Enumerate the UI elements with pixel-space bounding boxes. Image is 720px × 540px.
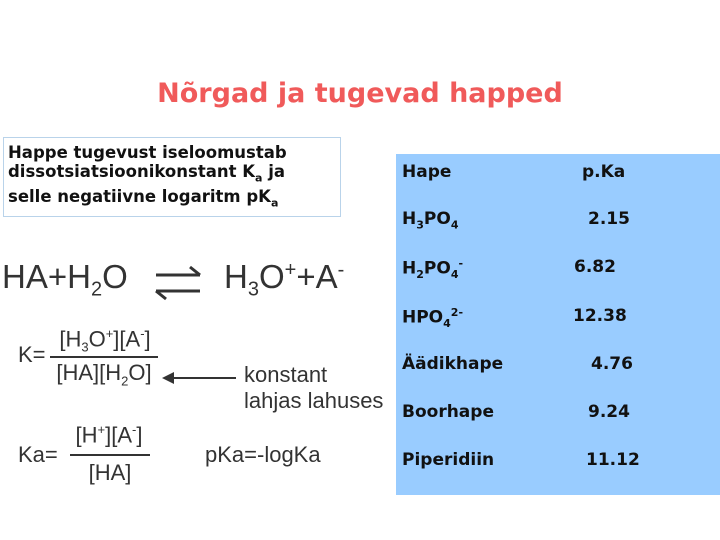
table-row [396,306,720,346]
ka-formula-numerator: [H+][A-] [75,422,143,448]
definition-line-2: dissotsiatsioonikonstant $K_a$ ja [8,162,285,185]
table-row [396,402,720,442]
acid-name: $H_3PO_4$ [402,209,459,232]
table-row [396,209,720,249]
pka-table [396,154,720,495]
k-annotation: konstant lahjas lahuses [244,362,384,413]
table-row [396,257,720,297]
pka-value: 11.12 [586,450,640,470]
header-pka: p.Ka [582,162,626,182]
ka-formula-lhs: Ka= [18,442,58,467]
pka-value: 4.76 [591,354,633,374]
k-formula-fraction-line [50,356,158,358]
ka-formula-denominator: [HA] [88,460,132,485]
table-row [396,450,720,490]
ka-formula-fraction-line [70,454,150,456]
pka-value: 9.24 [588,402,630,422]
equation-right: $H_3O^++A^-$ [224,258,345,301]
k-formula-lhs: K= [18,342,46,367]
pka-value: 12.38 [573,306,627,326]
definition-line-3: selle negatiivne logaritm $pK_a$ [8,187,279,210]
acid-name: $H_2PO_4^-$ [402,257,464,282]
acid-name: Piperidiin [402,450,495,470]
pka-formula: pKa=-logKa [205,442,321,467]
acid-name: Boorhape [402,402,494,422]
definition-box [3,137,341,217]
pka-value: 2.15 [588,209,630,229]
equation-left: $HA+H_2O$ [2,258,128,301]
definition-line-1: Happe tugevust iseloomustab [8,143,287,162]
k-formula-denominator: $[HA][H_2O]$ [56,360,152,389]
arrow-left-icon [160,366,240,390]
k-formula-numerator: $[H_3O^+][A^-]$ [59,326,151,355]
equilibrium-arrows-icon [152,263,204,303]
table-row [396,354,720,394]
header-acid: Hape [402,162,452,182]
pka-value: 6.82 [574,257,616,277]
table-header [396,162,720,202]
slide-title: Nõrgad ja tugevad happed [157,78,563,109]
acid-name: $HPO_4^{2-}$ [402,306,464,331]
acid-name: Äädikhape [402,354,504,374]
